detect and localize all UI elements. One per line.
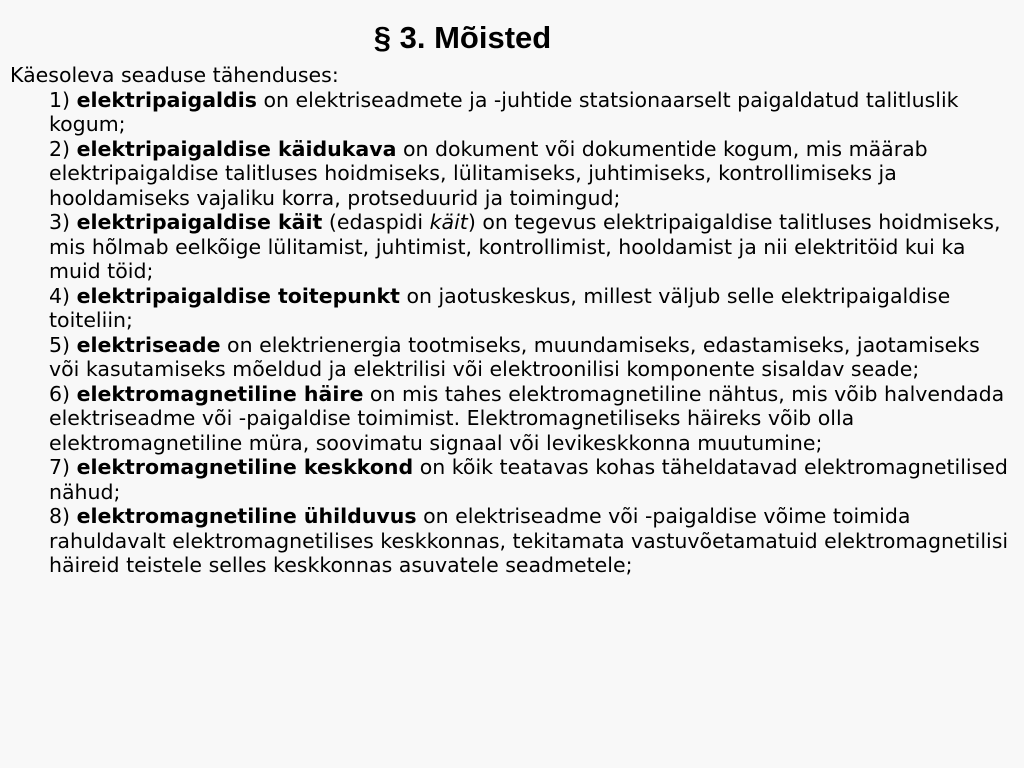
- definition-item-6: [49, 382, 1015, 456]
- item-number: 8): [49, 504, 71, 528]
- item-number: 6): [49, 381, 71, 406]
- item-number: 2): [49, 136, 71, 161]
- item-pre-text: (edaspidi: [328, 210, 424, 234]
- item-text: on elektrienergia tootmiseks, muundamiseks, edastamiseks, jaotamiseks või kasutamiseks mõeldud ja elektrilisi või elektroonilisi komponente sisaldav seade;: [49, 332, 980, 381]
- item-term: elektromagnetiline keskkond: [76, 455, 414, 479]
- page-title: § 3. Mõisted: [373, 20, 552, 55]
- item-text: on dokument või dokumentide kogum, mis määrab elektripaigaldise talitluses hoidmiseks, lülitamiseks, juhtimiseks, kontrollimiseks ja hooldamiseks vajaliku korra, protseduurid ja toimingud;: [49, 136, 928, 210]
- item-term: elektriseade: [76, 332, 221, 357]
- intro-text: Käesoleva seaduse tähenduses:: [10, 63, 339, 87]
- item-term: elektripaigaldise käidukava: [76, 136, 397, 161]
- item-term: elektripaigaldise toitepunkt: [76, 283, 400, 308]
- definitions-section: [10, 63, 1015, 578]
- item-text: on kõik teatavas kohas täheldatavad elektromagnetilised nähud;: [49, 455, 1008, 504]
- item-term: elektripaigaldise käit: [76, 210, 323, 234]
- definition-item-1: [49, 88, 1015, 137]
- item-text: ) on tegevus elektripaigaldise talitluses hoidmiseks, mis hõlmab eelkõige lülitamist, juhtimist, kontrollimist, hooldamist ja nii elektritöid kui ka muid töid;: [49, 210, 1001, 283]
- definition-item-7: [49, 455, 1015, 504]
- item-term: elektromagnetiline häire: [76, 381, 364, 406]
- definition-item-8: [49, 504, 1015, 578]
- definition-item-4: [49, 284, 1015, 333]
- item-number: 3): [49, 210, 71, 234]
- item-text: on mis tahes elektromagnetiline nähtus, mis võib halvendada elektriseadme või -paigaldise toimimist. Elektromagnetiliseks häireks võib olla elektromagnetiline müra, soovimatu signaal või levikeskkonna muutumine;: [49, 381, 1005, 455]
- item-term: elektromagnetiline ühilduvus: [76, 504, 417, 528]
- item-text: on elektriseadmete ja -juhtide statsionaarselt paigaldatud talitluslik kogum;: [49, 87, 959, 136]
- item-inline-term: käit: [429, 210, 468, 234]
- item-text: on elektriseadme või -paigaldise võime toimida rahuldavalt elektromagnetilises keskkonnas, tekitamata vastuvõetamatuid elektromagnetilisi häireid teistele selles keskkonnas asuvatele seadmetele;: [49, 504, 1009, 577]
- item-number: 7): [49, 455, 71, 479]
- item-number: 5): [49, 332, 71, 357]
- definitions-list: [10, 88, 1015, 578]
- item-number: 4): [49, 283, 71, 308]
- item-text: on jaotuskeskus, millest väljub selle elektripaigaldise toiteliin;: [49, 283, 951, 332]
- definition-item-2: [49, 137, 1015, 211]
- item-term: elektripaigaldis: [76, 87, 257, 112]
- definition-item-5: [49, 333, 1015, 382]
- item-number: 1): [49, 87, 71, 112]
- definition-item-3: [49, 210, 1015, 284]
